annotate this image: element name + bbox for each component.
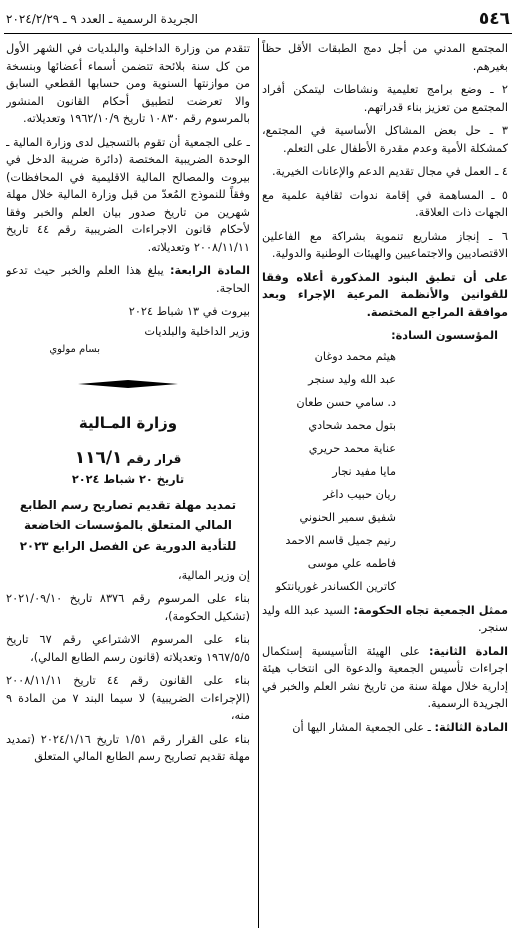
article-text: ـ على الجمعية المشار اليها أن (292, 720, 431, 734)
list-item: رنيم جميل قاسم الاحمد (285, 533, 396, 547)
representative-label: ممثل الجمعية تجاه الحكومة: (353, 603, 508, 617)
paragraph: تتقدم من وزارة الداخلية والبلديات في الشهر الأول من كل سنة بلائحة تتضمن أسماء أعضائها وبنسخة من موازنتها السنوية ومن حسابها القطعي السابق والا تعرضت لتطبيق أحكام القانون المنشور بالمرسوم رقم ١٠٨٣٠ تاريخ ١٩٦٢/١٠/٩ وتعديلاته. (6, 42, 250, 125)
article-label: المادة الثالثة: (434, 720, 508, 734)
list-item: ٤ ـ العمل في مجال تقديم الدعم والإعانات الخيرية. (271, 165, 508, 178)
representative-text: السيد عبد الله وليد سنجر. (262, 603, 508, 634)
gazette-title: الجريدة الرسمية ـ العدد ٩ ـ ٢٠٢٤/٢/٢٩ (6, 11, 198, 26)
article-three (262, 719, 508, 737)
decision-date: تاريخ ٢٠ شباط ٢٠٢٤ (71, 473, 185, 487)
list-item: بتول محمد شحادي (308, 418, 396, 432)
article-label: المادة الثانية: (429, 644, 508, 658)
divider-ornament (78, 380, 178, 388)
section-divider-ornament (6, 380, 250, 388)
article-four (6, 262, 250, 297)
page-header (6, 8, 510, 30)
decision-title: تمديد مهلة تقديم تصاريح رسم الطابع المالي المتعلق بالمؤسسات الخاضعة للتأدية الدورية عن الفصل الرابع ٢٠٢٣ (19, 497, 237, 553)
government-representative (262, 602, 508, 637)
legal-basis-item: بناء على المرسوم رقم ٨٣٧٦ تاريخ ٢٠٢١/٠٩/١٠ (تشكيل الحكومة)، (6, 592, 250, 623)
list-item: ٥ ـ المساهمة في إقامة ندوات ثقافية علمية مع الجهات ذات العلاقة. (262, 188, 508, 219)
article-text: يبلغ هذا العلم والخبر حيث تدعو الحاجة. (6, 264, 250, 295)
page-number: ٥٤٦ (478, 8, 510, 29)
founders-heading: المؤسسون السادة: (391, 329, 498, 342)
founders-list (262, 345, 508, 598)
list-item: شفيق سمير الحنوني (299, 510, 396, 524)
column-divider (258, 38, 259, 928)
list-item: كاترين الكساندر غوريانتكو (275, 579, 396, 593)
article-text: على الهيئة التأسيسية إستكمال اجراءات تأسيس الجمعية والدعوة الى انتخاب هيئة إدارية خلال مهلة سنة من تاريخ نشر العلم والخبر في الجريدة الرسمية. (262, 644, 508, 710)
legal-basis-item: بناء على المرسوم الاشتراعي رقم ٦٧ تاريخ ١٩٦٧/٥/٥ وتعديلاته (قانون رسم الطابع المالي)، (6, 633, 250, 664)
list-item: هيثم محمد دوغان (314, 349, 396, 363)
decision-number (6, 445, 250, 471)
article-two (262, 643, 508, 713)
right-column (262, 40, 508, 928)
list-item: فاطمه علي موسى (307, 556, 396, 570)
decision-label: قرار رقم (126, 451, 182, 466)
paragraph: ـ على الجمعية أن تقوم بالتسجيل لدى وزارة المالية ـ الوحدة الضريبية المختصة (دائرة ضريبة الدخل في بيروت والمصالح المالية الاقليمية في المحافظات) وفقاً للنموذج المُعدّ من قبل وزارة المالية خلال مهلة شهرين من تاريخ صدور بيان العلم والخبر وفقا لأحكام قانون الاجراءات الضريبية رقم ٤٤ تاريخ ٢٠٠٨/١١/١١ وتعديلاته. (6, 135, 250, 254)
list-item: عبد الله وليد سنجر (308, 372, 396, 386)
list-item: د. سامي حسن طعان (296, 395, 396, 409)
decision-number-suffix: /١ (105, 447, 123, 468)
paragraph: المجتمع المدني من أجل دمج الطبقات الأقل حظاً بغيرهم. (262, 42, 508, 73)
decision-number-value: ١١٦ (74, 447, 106, 468)
signature-minister: وزير الداخلية والبلديات (144, 324, 250, 338)
list-item: ٢ ـ وضع برامج تعليمية ونشاطات ليتمكن أفراد المجتمع من تعزيز بناء قدراتهم. (262, 83, 508, 114)
decision-intro: إن وزير المالية، (177, 568, 250, 582)
list-item: ريان حبيب داغر (323, 487, 396, 501)
header-rule (4, 33, 512, 34)
article-label: المادة الرابعة: (170, 264, 250, 277)
signature-block (6, 303, 250, 358)
ministry-heading: وزارة المـالية (78, 413, 178, 432)
list-item: عناية محمد حريري (308, 441, 396, 455)
legal-basis-item: بناء على القرار رقم ١/٥١ تاريخ ٢٠٢٤/١/١٦ (تمديد مهلة تقديم تصاريح رسم الطابع المالي المتعلق (6, 732, 250, 764)
signature-place-date: بيروت في ١٣ شباط ٢٠٢٤ (128, 305, 250, 318)
list-item: مايا مفيد نجار (332, 464, 396, 478)
legal-basis-item: بناء على القانون رقم ٤٤ تاريخ ٢٠٠٨/١١/١١ (الإجراءات الضريبية) لا سيما البند ٧ من المادة ٩ منه، (6, 674, 250, 723)
list-item: ٦ ـ إنجاز مشاريع تنموية بشراكة مع الفاعلين الاقتصاديين والاجتماعيين والهيئات الوطنية والدولية. (262, 229, 508, 260)
left-column (6, 40, 250, 928)
list-item: ٣ ـ حل بعض المشاكل الأساسية في المجتمع، كمشكلة الأمية وعدم مقدرة الأطفال على التعلم. (262, 124, 508, 155)
signature-name: بسام مولوي (49, 344, 100, 355)
conditions-paragraph: على أن تطبق البنود المذكورة أعلاه وفقا للقوانين والأنظمة المرعية الإجراء وبعد موافقة المراجع المختصة. (262, 270, 508, 319)
